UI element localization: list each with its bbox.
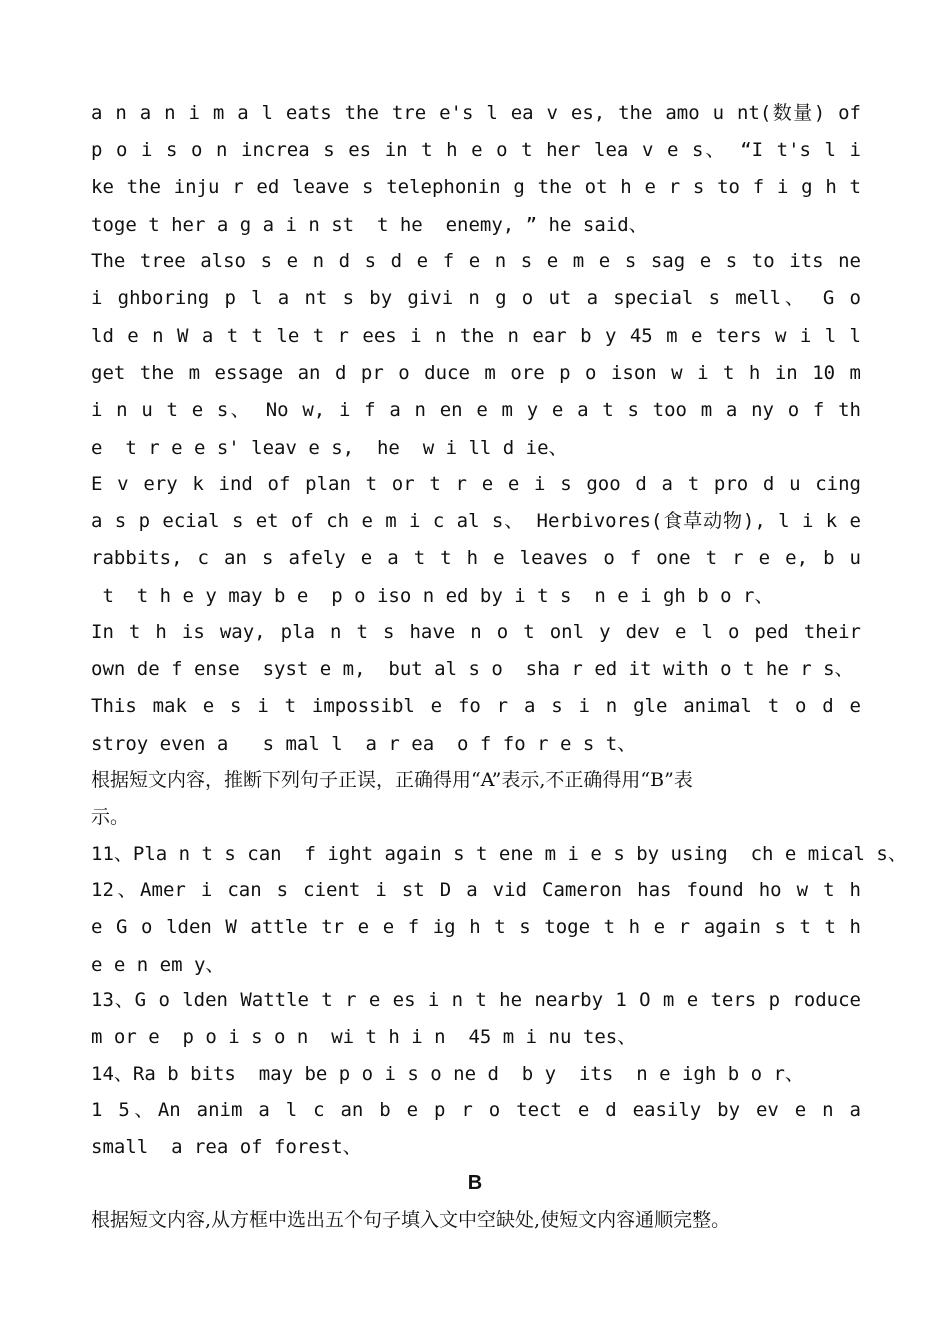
passage-line: rabbits, c an s afely e a t t h e leaves o f one t r e e, b u <box>91 547 861 569</box>
passage-line: This mak e s i t impossibl e fo r a s i n gle animal t o d e <box>91 695 861 717</box>
true-false-instruction-cont: 示。 <box>91 806 130 828</box>
passage-line: toge t her a g a i n st t he enemy, ” he said、 <box>91 214 648 236</box>
passage-line: p o i s o n increa s es in t h e o t her lea v e s、 “I t's l i <box>91 139 861 161</box>
passage-line: ke the inju r ed leave s telephonin g the ot h e r s to f i g h t <box>91 176 861 198</box>
passage-line: own de f ense syst e m, but al s o sha r ed it with o t he r s、 <box>91 658 854 680</box>
question-15: 1 5、An anim a l c an b e p r o tect e d easily by ev e n a <box>91 1099 861 1121</box>
passage-line: ld e n W a t t le t r ees i n the n ear b y 45 m e ters w i l l <box>91 325 861 347</box>
question-15-cont: small a rea of forest、 <box>91 1136 362 1158</box>
question-11: 11、Pla n t s can f ight again s t ene m i e s by using ch e mical s、 <box>91 843 907 865</box>
passage-line: get the m essage an d pr o duce m ore p o ison w i t h in 10 m <box>91 362 861 384</box>
question-12-cont: e G o lden W attle tr e e f ig h t s toge t h e r again s t t h <box>91 916 861 938</box>
passage-line: e t r e e s' leav e s, he w i ll d ie、 <box>91 437 568 459</box>
question-13-cont: m or e p o i s o n wi t h i n 45 m i nu tes、 <box>91 1026 637 1048</box>
passage-line: t t h e y may b e p o iso n ed by i t s n e i gh b o r、 <box>91 585 774 607</box>
passage-line: In t h is way, pla n t s have n o t onl y dev e l o ped their <box>91 621 861 643</box>
question-13: 13、G o lden Wattle t r e es i n t he nearby 1 O m e ters p roduce <box>91 989 861 1011</box>
passage-line: a s p ecial s et of ch e m i c al s、 Herbivores(食草动物), l i k e <box>91 510 861 532</box>
question-14: 14、Ra b bits may be p o i s o ne d b y its n e igh b o r、 <box>91 1063 804 1085</box>
passage-line: a n a n i m a l eats the tre e's l ea v es, the amo u nt(数量) of <box>91 102 861 124</box>
passage-line: i n u t e s、 No w, i f a n en e m y e a t s too m a ny o f th <box>91 399 861 421</box>
passage-line: The tree also s e n d s d e f e n s e m e s sag e s to its ne <box>91 250 861 272</box>
question-12: 12、Amer i can s cient i st D a vid Cameron has found ho w t h <box>91 879 861 901</box>
section-b-heading: B <box>467 1172 483 1194</box>
section-b-instruction: 根据短文内容,从方框中选出五个句子填入文中空缺处,使短文内容通顺完整。 <box>91 1209 731 1231</box>
true-false-instruction: 根据短文内容，推断下列句子正误，正确得用“A”表示,不正确得用“B”表 <box>91 769 693 791</box>
passage-line: stroy even a s mal l a r ea o f fo r e s t、 <box>91 733 637 755</box>
passage-line: E v ery k ind of plan t or t r e e i s goo d a t pro d u cing <box>91 473 861 495</box>
question-12-cont: e e n em y、 <box>91 954 225 976</box>
passage-line: i ghboring p l a nt s by givi n g o ut a special s mell、 G o <box>91 287 861 309</box>
